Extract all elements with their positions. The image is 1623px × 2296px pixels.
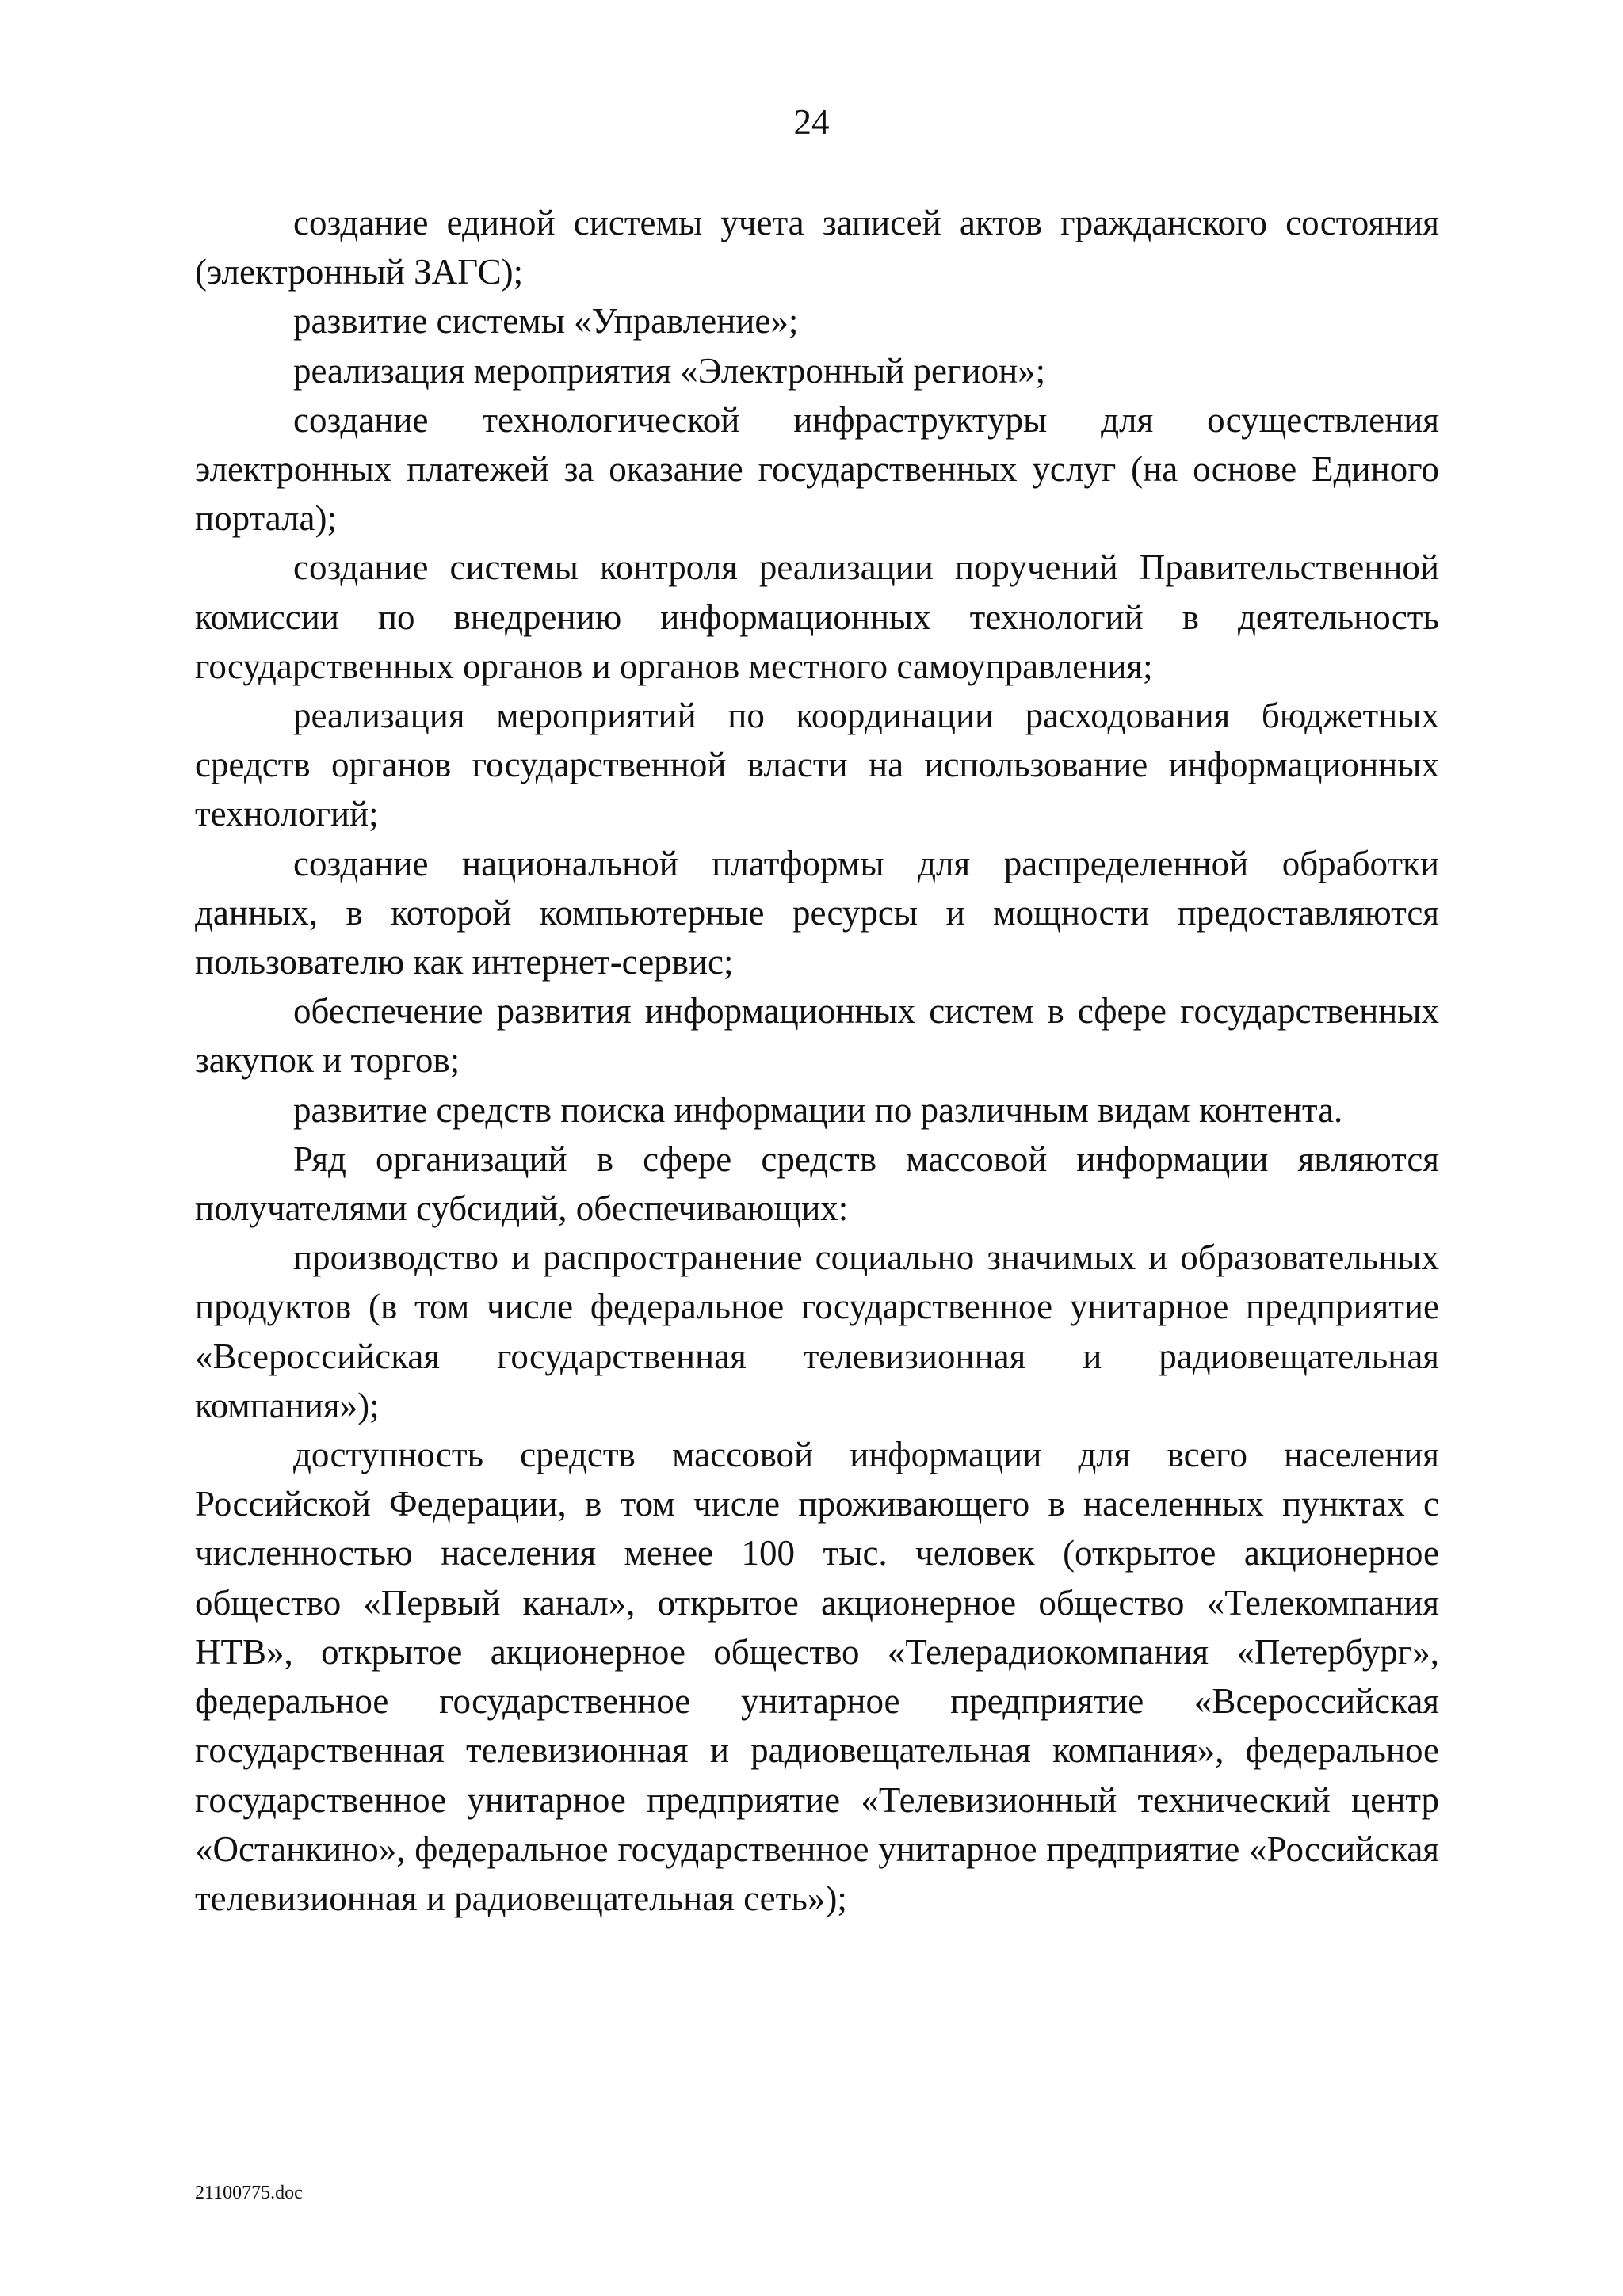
paragraph-payment-infrastructure: создание технологической инфраструктуры для осуществления электронных платежей за оказание государственных услуг (на основе Единого портала); bbox=[195, 399, 1439, 539]
footer-filename: 21100775.doc bbox=[195, 2183, 303, 2203]
paragraph-budget-coordination: реализация мероприятий по координации расходования бюджетных средств органов государственной власти на использование информационных технологий; bbox=[195, 696, 1439, 834]
paragraph-search-tools: развитие средств поиска информации по различным видам контента. bbox=[293, 1089, 1343, 1130]
paragraph-national-platform: создание национальной платформы для распределенной обработки данных, в которой компьютерные ресурсы и мощности предоставляются пользователю как интернет-сервис; bbox=[195, 843, 1439, 982]
paragraph-production-distribution: производство и распространение социально значимых и образовательных продуктов (в том числе федеральное государственное унитарное предприятие «Всероссийская государственная телевизионная и радиовещательная компания»); bbox=[195, 1238, 1439, 1425]
paragraph-electronic-zags: создание единой системы учета записей актов гражданского состояния (электронный ЗАГС); bbox=[195, 203, 1439, 292]
paragraph-upravlenie-system: развитие системы «Управление»; bbox=[293, 301, 799, 341]
paragraph-control-system: создание системы контроля реализации поручений Правительственной комиссии по внедрению информационных технологий в деятельность государственных органов и органов местного самоуправления; bbox=[195, 547, 1439, 686]
paragraph-media-organizations: Ряд организаций в сфере средств массовой информации являются получателями субсидий, обеспечивающих: bbox=[195, 1138, 1439, 1229]
paragraph-procurement-systems: обеспечение развития информационных систем в сфере государственных закупок и торгов; bbox=[195, 991, 1439, 1081]
paragraph-media-accessibility: доступность средств массовой информации для всего населения Российской Федерации, в том числе проживающего в населенных пунктах с численностью населения менее 100 тыс. человек (открытое акционерное общество «Первый канал», открытое акционерное общество «Телекомпания НТВ», открытое акционерное общество «Телерадиокомпания «Петербург», федеральное государственное унитарное предприятие «Всероссийская государственная телевизионная и радиовещательная компания», федеральное государственное унитарное предприятие «Телевизионный технический центр «Останкино», федеральное государственное унитарное предприятие «Российская телевизионная и радиовещательная сеть»); bbox=[195, 1435, 1439, 1918]
document-body bbox=[195, 198, 1439, 1923]
paragraph-electronic-region: реализация мероприятия «Электронный регион»; bbox=[293, 350, 1046, 391]
page-number: 24 bbox=[793, 102, 830, 142]
